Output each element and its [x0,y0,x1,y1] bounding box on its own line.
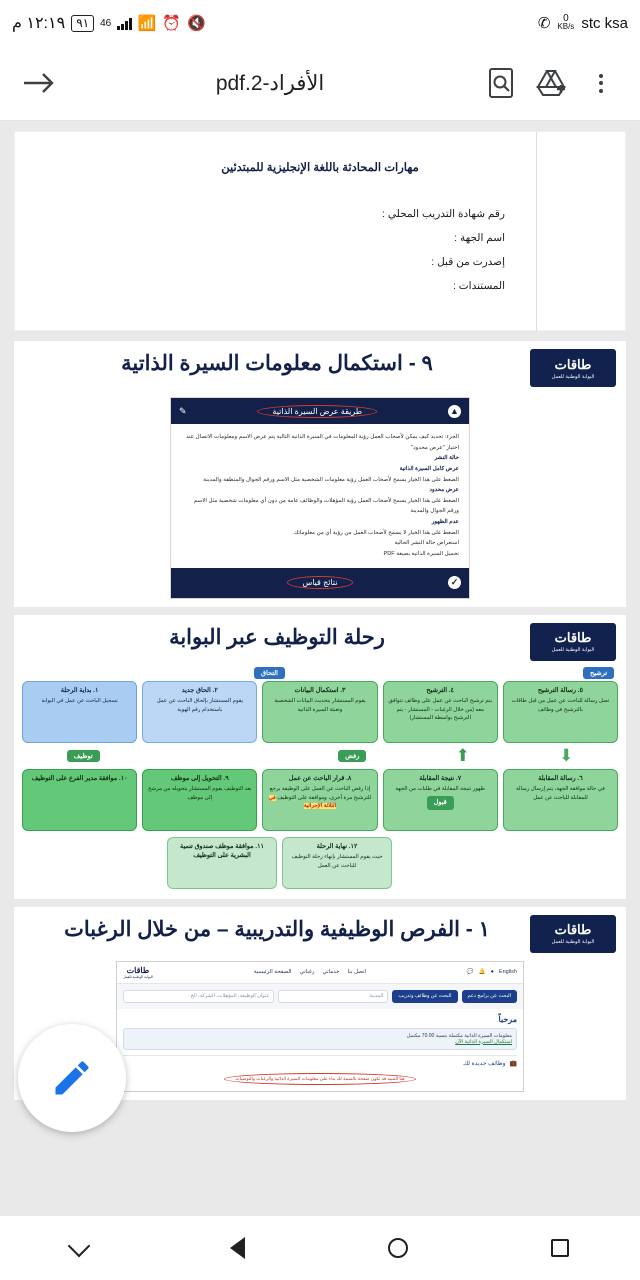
chevron-down-icon [68,1234,91,1257]
search-document-icon [486,67,516,99]
cv-status-line: استعراض حالة النشر الحالية [394,540,459,547]
flow-node-10 [22,769,137,831]
flow-node-5-head: ٥. رسالة الترشيح [537,686,583,694]
cv-download-line: تحميل السيرة الذاتية بصيغة PDF [383,550,459,557]
flow-node-3-body: يقوم المستشار بتحديث البيانات الشخصية وتعبئة السيرة الذاتية [274,698,366,713]
cv-header-marker-icon: ▲ [448,405,461,418]
flow-node-9-head: ٩. التحويل إلى موظف [170,774,229,782]
flow-row-1 [22,681,618,743]
logo-main-text: طاقات [554,356,592,372]
flow-node-3 [262,681,377,743]
page1-field-3: إصدرت من قبل : [431,256,505,268]
flow-node-12 [282,837,392,889]
portal-body [117,1009,523,1091]
flow-row-3 [22,837,618,889]
alarm-icon: ⏰ [162,15,182,32]
portal-brand-sub: البوابة الوطنية للعمل [123,974,153,979]
whatsapp-icon: ✆ [537,15,551,32]
recruitment-flow-diagram [14,661,626,891]
save-to-drive-button[interactable] [528,60,574,106]
cv-header-title: طريقة عرض السيرة الذاتية [257,405,377,418]
carrier-label: stc ksa [581,14,628,32]
flow-node-5-body: تصل رسالة للباحث عن عمل من قبل طاقات بالترشيح في وظائف [511,698,610,713]
flow-node-6-body: في حالة موافقة الجهة، يتم إرسال رسالة للمقابلة للباحث عن عمل [515,786,605,801]
flow-node-4-body: يتم ترشيح الباحث عن عمل على وظائف تتوافق معه (من خلال الرغبات - المستشار - يتم الترشيح بواسطة المستشار) [388,698,493,722]
flow-node-4-head: ٤. الترشيح [426,686,454,694]
page1-field-2: اسم الجهة : [454,232,505,244]
flow-node-7-head: ٧. نتيجة المقابلة [419,774,462,782]
flow-node-5 [503,681,618,743]
back-triangle-icon [230,1237,245,1259]
logo-main-text-portal: طاقات [554,922,592,937]
flow-node-2-head: ٢. الحاق جديد [181,686,218,694]
cv-screenshot [170,397,470,599]
cv-visibility-label: حالة النشر [434,455,459,462]
pdf-page-cv [14,341,626,607]
portal-cv-alert [123,1028,517,1050]
flow-node-4 [383,681,498,743]
portal-menu-item-4[interactable]: اتصل بنا [347,969,366,975]
taqat-logo [530,349,616,387]
nav-back-button[interactable] [230,1237,245,1259]
home-circle-icon [388,1238,408,1258]
logo-sub-text-portal: البوابة الوطنية للعمل [551,939,595,945]
city-input[interactable]: المدينة [278,990,388,1003]
cv-option-3-name: عدم الظهور [431,519,459,525]
nav-recents-button[interactable] [551,1239,569,1257]
portal-section-jobs [123,1055,517,1067]
flow-node-8-body: إذا رفض الباحث عن العمل على الوظيفة يرجع للترشيح مرة أخرى، وموافقة على التوظيف [269,786,372,801]
portal-section-title: وظائف جديدة لك [463,1060,506,1067]
slide-portal-title: ١ - الفرص الوظيفية والتدريبية – من خلال الرغبات [64,917,490,941]
flow-node-12-body: حيث يقوم المستشار بإنهاء رحلة التوظيف للباحث عن العمل [291,854,383,869]
cv-option-2-desc: الضغط على هذا الخيار يسمح لأصحاب العمل رؤية المؤهلات والوظائف عامة من دون أي معلومات شخصية مثل الاسم ورقم الجوال والمدينة [193,497,459,515]
portal-red-note: هنا التنبيه قد تكون صفحة بالنسبة لك بناء على معلومات السيرة الذاتية والرغبات والتوصيات [224,1073,415,1085]
flow-tag-tawzeef: توظيف [67,750,100,762]
flow-tag-qabool: قبول [427,796,454,810]
flow-node-6 [503,769,618,831]
logo-sub-text-flow: البوابة الوطنية للعمل [551,647,595,653]
logo-main-text-flow: طاقات [554,630,592,645]
nav-home-button[interactable] [388,1238,408,1258]
flow-row-2 [22,769,618,831]
flow-node-6-head: ٦. رسالة المقابلة [538,774,583,782]
flow-node-1 [22,681,137,743]
jobs-search-button[interactable]: البحث عن وظائف وتدريب [392,990,457,1003]
flow-node-11 [167,837,277,889]
more-options-button[interactable] [578,60,624,106]
cv-screen-footer [171,568,469,598]
status-time: ١٢:١٩ م [12,15,66,32]
search-button[interactable] [478,60,524,106]
taqat-logo-flow [530,623,616,661]
signal-icon [117,16,132,30]
cv-intro-text: الجزء: تحديد كيف يمكن لأصحاب العمل رؤية المعلومات في السيرة الذاتية التالية يتم عرض الاسم ومعلومات الاتصال عند اختيار "عرض محدود" [186,434,459,451]
person-icon[interactable]: ● [490,969,494,975]
page-title: الأفراد-2.pdf [215,71,325,95]
kebab-menu-icon [599,74,603,93]
pdf-page-flow [14,615,626,899]
system-nav-bar [0,1216,640,1280]
portal-screenshot [116,961,524,1092]
page1-field-1: رقم شهادة التدريب المحلي : [382,208,505,220]
status-bar [0,0,640,46]
logo-sub-text: البوابة الوطنية للعمل [551,373,595,380]
slide-cv-title: ٩ - استكمال معلومات السيرة الذاتية [121,352,433,375]
flow-node-2-body: يقوم المستشار بإلحاق الباحث عن عمل باستخدام رقم الهوية [156,698,244,713]
flow-node-8-head: ٨. قرار الباحث عن عمل [288,774,352,782]
flow-arrow-up-1: ⬆ [455,745,470,765]
flow-arrow-down-1: ⬇ [559,745,574,765]
data-rate-value: 0 [563,13,569,24]
slide-flow-title: رحلة التوظيف عبر البوابة [169,625,385,649]
portal-menu [254,969,366,975]
wifi-icon: 📶 [137,15,157,32]
flow-node-3-head: ٣. استكمال البيانات [294,686,346,694]
flow-node-1-body: تسجيل الباحث عن عمل في البوابة [41,698,118,705]
data-rate-indicator [557,15,574,31]
flow-connectors-1 [22,743,618,769]
pdf-scroll-area[interactable] [0,121,640,1216]
app-toolbar [0,46,640,120]
briefcase-icon: 💼 [509,1060,517,1067]
job-search-input[interactable]: عنوان الوظيفة، المؤهلات، الشركة، الخ [123,990,274,1003]
pencil-icon: ✎ [179,405,187,416]
flow-tag-tarsheeh: ترشيح [583,667,614,679]
portal-brand: طاقات [126,965,150,975]
page1-field-4: المستندات : [452,280,505,292]
cv-option-3-desc: الضغط على هذا الخيار لا يسمح لأصحاب العمل من رؤية أي من معلوماتك [293,529,459,536]
flow-node-10-head: ١٠. موافقة مدير الفرع على التوظيف [31,774,128,782]
flow-node-8 [262,769,377,831]
flow-tag-iltihaq: التحاق [254,667,285,679]
data-rate-unit: KB/s [557,22,575,31]
flow-node-2 [142,681,257,743]
recents-square-icon [551,1239,569,1257]
page1-heading: مهارات المحادثة باللغة الإنجليزية للمبتدئين [221,162,419,174]
bell-icon[interactable]: 🔔 [478,969,486,975]
portal-cv-alert-title: معلومات السيرة الذاتية مكتملة بنسبة 70.00 مكتمل [406,1032,512,1039]
flow-node-1-head: ١. بداية الرحلة [60,686,99,694]
cv-footer-button: نتائج قياس [287,576,352,589]
battery-icon: ٩١ [71,15,94,32]
cv-screen-header [171,398,469,424]
portal-menu-item-3[interactable]: خدماتي [322,969,340,975]
cv-screen-body [171,424,469,568]
portal-top-bar [117,962,523,984]
portal-menu-item-1[interactable]: الصفحة الرئيسية [253,969,292,975]
network-gen-label: 46 [100,17,112,29]
flow-node-11-head: ١١. موافقة موظف صندوق تنمية البشرية على التوظيف [180,842,264,860]
chat-icon[interactable]: 💬 [466,969,474,975]
flow-node-9-body: بعد التوظيف يقوم المستشار بتحويله من مرشح إلى موظف [148,786,252,801]
flow-node-7 [383,769,498,831]
taqat-logo-portal [530,915,616,953]
cv-option-1-desc: الضغط على هذا الخيار يسمح لأصحاب العمل رؤية معلومات الشخصية مثل الاسم ورقم الجوال والمنطقة والمدينة [203,476,459,483]
flow-node-7-body: ظهور نتيجة المقابلة في طلبات من الجهة [395,786,485,793]
portal-menu-item-2[interactable]: رغباتي [299,969,315,975]
keyboard-hide-button[interactable] [71,1238,87,1259]
portal-cv-alert-link[interactable]: استكمال السيرة الذاتية الآن [455,1038,512,1045]
flow-node-9 [142,769,257,831]
drive-plus-icon [535,68,567,98]
portal-lang-switch[interactable]: English [498,969,517,975]
portal-search-row [117,984,523,1009]
portal-welcome: مرحباً [498,1014,517,1024]
page1-divider-line [536,132,537,332]
flow-tag-rafd: رفض [338,750,366,762]
arrow-right-icon [22,71,56,95]
support-programs-button[interactable]: البحث عن برامج دعم [462,990,518,1003]
back-button[interactable] [16,60,62,106]
pdf-page-1 [14,131,626,331]
edit-pencil-icon [50,1056,94,1100]
cv-option-1-name: عرض كامل السيرة الذاتية [399,465,459,472]
flow-node-12-head: ١٢. نهاية الرحلة [316,842,358,850]
cv-option-2-name: عرض محدود [429,487,459,494]
cv-footer-marker-icon: ✓ [448,576,461,589]
mute-icon: 🔇 [187,15,206,32]
edit-fab-button[interactable] [18,1024,126,1132]
flow-node-8-highlight: في الثلاثة الإجرائية [268,794,337,810]
